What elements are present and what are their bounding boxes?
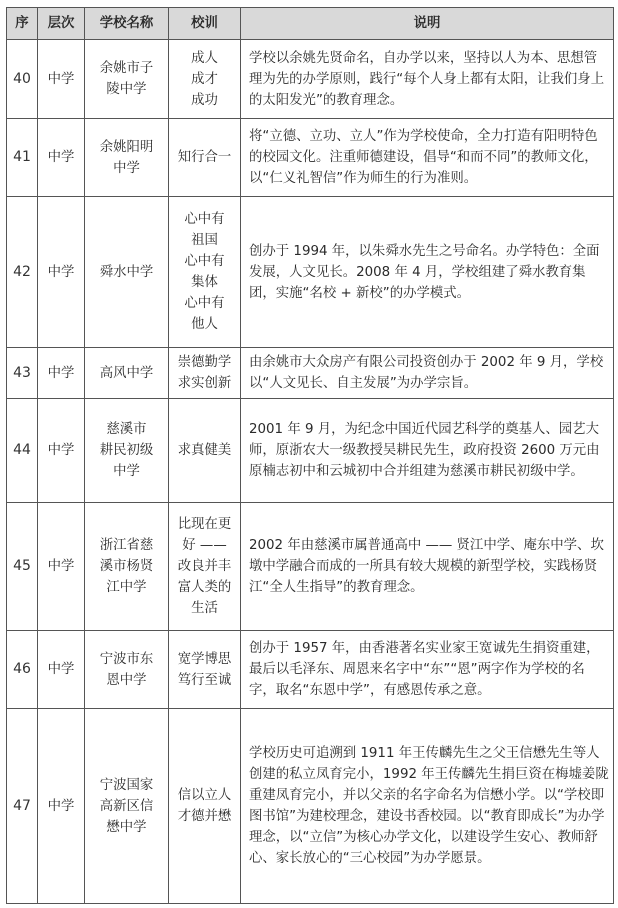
row-motto: 求真健美 (169, 399, 241, 503)
header-level: 层次 (38, 8, 85, 40)
row-index: 45 (7, 503, 38, 631)
row-motto: 信以立人 才德并懋 (169, 709, 241, 904)
row-level: 中学 (38, 709, 85, 904)
header-motto: 校训 (169, 8, 241, 40)
row-level: 中学 (38, 40, 85, 119)
row-school-name: 宁波国家 高新区信 懋中学 (85, 709, 169, 904)
row-index: 44 (7, 399, 38, 503)
header-school-name: 学校名称 (85, 8, 169, 40)
header-index: 序 (7, 8, 38, 40)
row-description: 由余姚市大众房产有限公司投资创办于 2002 年 9 月，学校以“人文见长、自主发展”为办学宗旨。 (241, 348, 614, 399)
table-row (7, 631, 614, 709)
row-motto: 成人 成才 成功 (169, 40, 241, 119)
row-index: 43 (7, 348, 38, 399)
row-level: 中学 (38, 197, 85, 348)
table-row (7, 709, 614, 904)
row-school-name: 高风中学 (85, 348, 169, 399)
row-level: 中学 (38, 399, 85, 503)
row-index: 42 (7, 197, 38, 348)
row-index: 47 (7, 709, 38, 904)
row-level: 中学 (38, 631, 85, 709)
row-level: 中学 (38, 348, 85, 399)
row-school-name: 慈溪市 耕民初级 中学 (85, 399, 169, 503)
table-row (7, 119, 614, 197)
table-row (7, 197, 614, 348)
row-school-name: 舜水中学 (85, 197, 169, 348)
row-description: 将“立德、立功、立人”作为学校使命，全力打造有阳明特色的校园文化。注重师德建设，倡导“和而不同”的教师文化，以“仁义礼智信”作为师生的行为准则。 (241, 119, 614, 197)
table-row (7, 503, 614, 631)
row-school-name: 余姚阳明 中学 (85, 119, 169, 197)
school-motto-table (6, 7, 614, 904)
row-index: 46 (7, 631, 38, 709)
row-motto: 比现在更 好 —— 改良并丰 富人类的 生活 (169, 503, 241, 631)
row-motto: 崇德勤学 求实创新 (169, 348, 241, 399)
header-description: 说明 (241, 8, 614, 40)
row-school-name: 宁波市东 恩中学 (85, 631, 169, 709)
table-row (7, 399, 614, 503)
row-description: 2002 年由慈溪市属普通高中 —— 贤江中学、庵东中学、坎墩中学融合而成的一所具有较大规模的新型学校，实践杨贤江“全人生指导”的教育理念。 (241, 503, 614, 631)
row-level: 中学 (38, 119, 85, 197)
row-description: 创办于 1957 年，由香港著名实业家王宽诚先生捐资重建，最后以毛泽东、周恩来名字中“东”“恩”两字作为学校的名字，取名“东恩中学”，有感恩传承之意。 (241, 631, 614, 709)
row-motto: 心中有 祖国 心中有 集体 心中有 他人 (169, 197, 241, 348)
row-description: 学校历史可追溯到 1911 年王传麟先生之父王信懋先生等人创建的私立凤育完小，1992 年王传麟先生捐巨资在梅墟姜陇重建凤育完小，并以父亲的名字命名为信懋小学。以“学校即图书馆”为建校理念，建设书香校园。以“教育即成长”为办学理念，以“立信”为核心办学文化，以建设学生安心、教师舒心、家长放心的“三心校园”为办学愿景。 (241, 709, 614, 904)
table-header-row (7, 8, 614, 40)
row-motto: 宽学博思 笃行至诚 (169, 631, 241, 709)
row-index: 40 (7, 40, 38, 119)
row-level: 中学 (38, 503, 85, 631)
row-index: 41 (7, 119, 38, 197)
row-description: 学校以余姚先贤命名，自办学以来，坚持以人为本、思想管理为先的办学原则，践行“每个人身上都有太阳，让我们身上的太阳发光”的教育理念。 (241, 40, 614, 119)
row-school-name: 浙江省慈 溪市杨贤 江中学 (85, 503, 169, 631)
table-row (7, 348, 614, 399)
row-description: 2001 年 9 月，为纪念中国近代园艺科学的奠基人、园艺大师，原浙农大一级教授吴耕民先生，政府投资 2600 万元由原楠志初中和云城初中合并组建为慈溪市耕民初级中学。 (241, 399, 614, 503)
row-school-name: 余姚市子 陵中学 (85, 40, 169, 119)
row-description: 创办于 1994 年，以朱舜水先生之号命名。办学特色：全面发展，人文见长。2008 年 4 月，学校组建了舜水教育集团，实施“名校 + 新校”的办学模式。 (241, 197, 614, 348)
row-motto: 知行合一 (169, 119, 241, 197)
table-row (7, 40, 614, 119)
